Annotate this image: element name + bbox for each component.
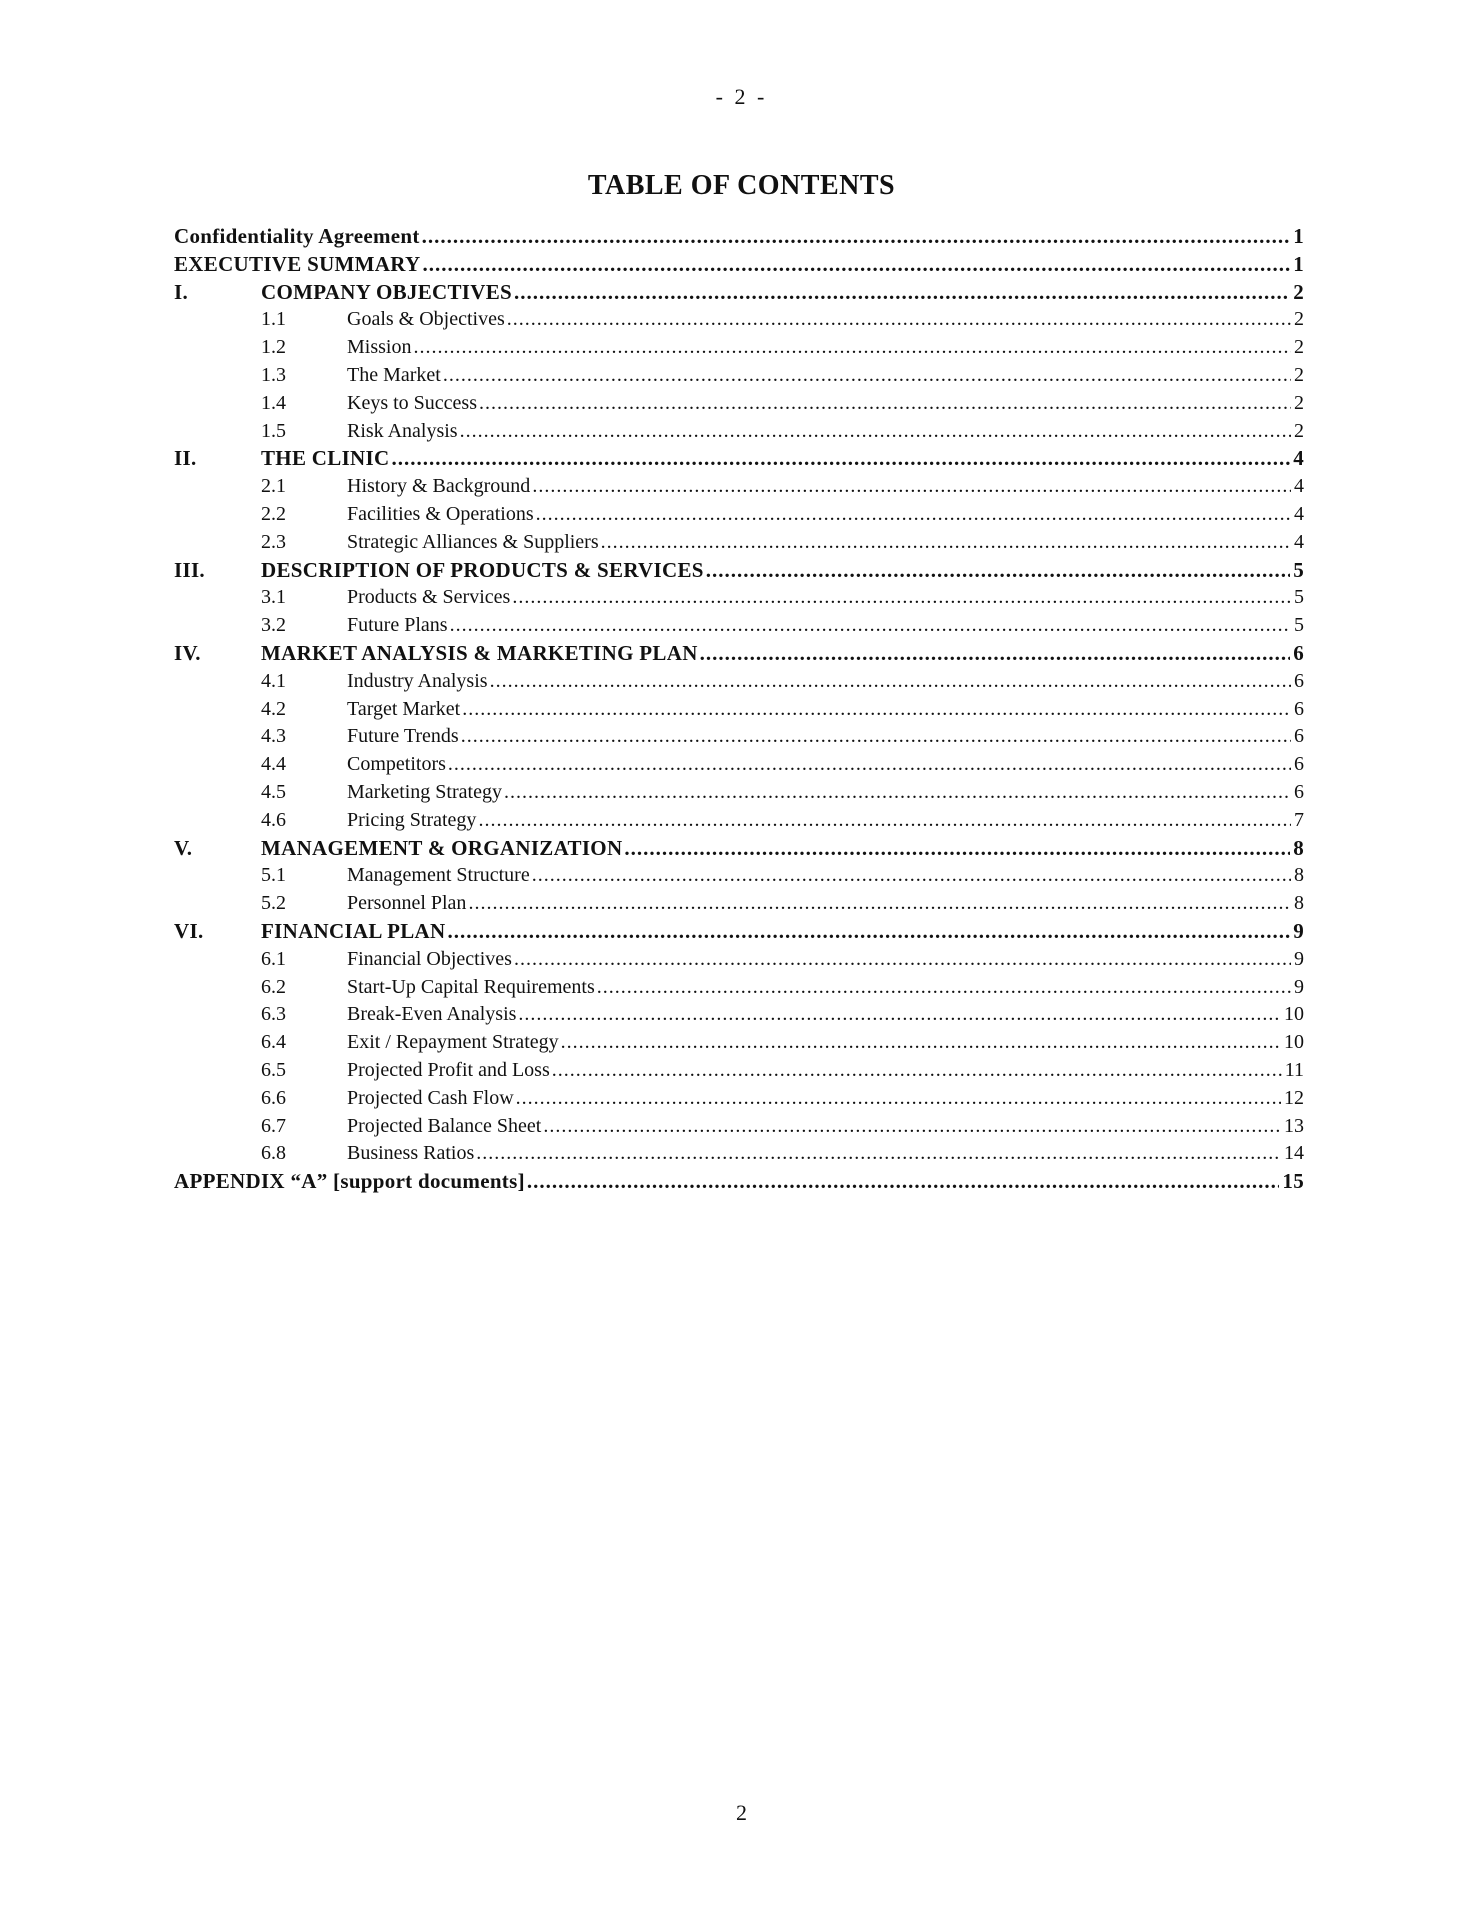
toc-dot-leader — [512, 584, 1291, 612]
toc-subsection-number: 4.3 — [261, 725, 286, 748]
toc-subsection-number: 1.1 — [261, 308, 286, 331]
toc-entry-title: Start-Up Capital Requirements — [347, 975, 595, 998]
toc-page-number: 13 — [1284, 1114, 1304, 1137]
toc-entry[interactable] — [174, 1168, 1304, 1196]
toc-subsection-number: 5.2 — [261, 892, 286, 915]
toc-dot-leader — [514, 946, 1291, 974]
toc-dot-leader — [514, 279, 1290, 307]
toc-entry-title: Keys to Success — [347, 391, 477, 414]
toc-page-number: 6 — [1294, 669, 1304, 692]
toc-subsection-number: 5.1 — [261, 864, 286, 887]
toc-entry-title: COMPANY OBJECTIVES — [261, 279, 513, 304]
toc-entry-title: History & Background — [347, 475, 531, 498]
toc-entry[interactable] — [174, 306, 1304, 334]
toc-dot-leader — [504, 779, 1291, 807]
toc-subsection-number: 4.2 — [261, 697, 286, 720]
toc-entry-title: Projected Balance Sheet — [347, 1114, 542, 1137]
toc-dot-leader — [597, 974, 1291, 1002]
toc-page-number: 8 — [1293, 835, 1304, 860]
toc-section-number: II. — [174, 446, 197, 471]
toc-dot-leader — [447, 918, 1290, 946]
toc-entry[interactable] — [174, 445, 1304, 473]
toc-entry[interactable] — [174, 612, 1304, 640]
toc-entry-title: Goals & Objectives — [347, 308, 505, 331]
toc-dot-leader — [706, 557, 1290, 585]
toc-dot-leader — [448, 751, 1291, 779]
toc-page-number: 6 — [1293, 640, 1304, 665]
toc-entry[interactable] — [174, 862, 1304, 890]
toc-entry-title: Projected Profit and Loss — [347, 1058, 550, 1081]
toc-page-number: 6 — [1294, 780, 1304, 803]
toc-dot-leader — [461, 723, 1291, 751]
toc-page-number: 10 — [1284, 1031, 1304, 1054]
toc-dot-leader — [468, 890, 1291, 918]
toc-entry[interactable] — [174, 362, 1304, 390]
toc-entry-title: APPENDIX “A” [support documents] — [174, 1169, 525, 1194]
toc-page-number: 6 — [1294, 725, 1304, 748]
toc-entry-title: Projected Cash Flow — [347, 1086, 514, 1109]
toc-entry[interactable] — [174, 1057, 1304, 1085]
toc-page-number: 9 — [1293, 918, 1304, 943]
toc-entry[interactable] — [174, 946, 1304, 974]
toc-page-number: 2 — [1294, 308, 1304, 331]
toc-page-number: 4 — [1293, 446, 1304, 471]
toc-subsection-number: 6.3 — [261, 1003, 286, 1026]
toc-subsection-number: 6.6 — [261, 1086, 286, 1109]
toc-entry[interactable] — [174, 1001, 1304, 1029]
toc-page-number: 2 — [1294, 419, 1304, 442]
toc-entry[interactable] — [174, 974, 1304, 1002]
toc-subsection-number: 3.1 — [261, 586, 286, 609]
toc-entry-title: Products & Services — [347, 586, 511, 609]
toc-entry[interactable] — [174, 1029, 1304, 1057]
toc-page-number: 2 — [1293, 279, 1304, 304]
toc-dot-leader — [561, 1029, 1281, 1057]
toc-entry[interactable] — [174, 1140, 1304, 1168]
toc-page-number: 14 — [1284, 1142, 1304, 1165]
toc-subsection-number: 6.8 — [261, 1142, 286, 1165]
toc-page-number: 6 — [1294, 753, 1304, 776]
toc-dot-leader — [443, 362, 1291, 390]
toc-entry-title: MANAGEMENT & ORGANIZATION — [261, 835, 623, 860]
toc-subsection-number: 1.4 — [261, 391, 286, 414]
toc-entry-title: Marketing Strategy — [347, 780, 502, 803]
toc-page-number: 8 — [1294, 892, 1304, 915]
toc-page-number: 2 — [1294, 336, 1304, 359]
toc-entry[interactable] — [174, 640, 1304, 668]
toc-entry-title: Management Structure — [347, 864, 530, 887]
toc-entry-title: Industry Analysis — [347, 669, 488, 692]
page-header: - 2 - — [715, 84, 768, 109]
toc-entry-title: Facilities & Operations — [347, 502, 534, 525]
toc-page-number: 1 — [1293, 224, 1304, 248]
toc-dot-leader — [478, 807, 1291, 835]
toc-subsection-number: 3.2 — [261, 614, 286, 637]
toc-page-number: 2 — [1294, 391, 1304, 414]
toc-entry[interactable] — [174, 584, 1304, 612]
toc-section-number: VI. — [174, 918, 204, 943]
toc-entry-title: Risk Analysis — [347, 419, 458, 442]
toc-page-number: 4 — [1294, 530, 1304, 553]
toc-subsection-number: 4.5 — [261, 780, 286, 803]
toc-dot-leader — [601, 529, 1291, 557]
toc-page-number: 9 — [1294, 947, 1304, 970]
toc-entry[interactable] — [174, 890, 1304, 918]
toc-section-number: III. — [174, 557, 205, 582]
toc-entry[interactable] — [174, 751, 1304, 779]
toc-dot-leader — [527, 1168, 1280, 1196]
toc-page-number: 11 — [1284, 1058, 1304, 1081]
toc-dot-leader — [543, 1113, 1281, 1141]
toc-entry-title: Target Market — [347, 697, 461, 720]
toc-subsection-number: 4.1 — [261, 669, 286, 692]
toc-dot-leader — [490, 668, 1291, 696]
toc-page-number: 12 — [1284, 1086, 1304, 1109]
toc-subsection-number: 6.1 — [261, 947, 286, 970]
toc-entry[interactable] — [174, 1113, 1304, 1141]
toc-subsection-number: 2.3 — [261, 530, 286, 553]
toc-dot-leader — [532, 473, 1291, 501]
toc-dot-leader — [422, 251, 1290, 279]
toc-title: TABLE OF CONTENTS — [587, 170, 896, 201]
toc-subsection-number: 2.1 — [261, 475, 286, 498]
page-number-footer: 2 — [736, 1800, 747, 1825]
toc-entry-title: Personnel Plan — [347, 892, 467, 915]
toc-dot-leader — [460, 418, 1291, 446]
table-of-contents — [174, 223, 1304, 1196]
toc-entry-title: Confidentiality Agreement — [174, 224, 420, 248]
toc-entry-title: FINANCIAL PLAN — [261, 918, 446, 943]
toc-entry[interactable] — [174, 557, 1304, 585]
toc-dot-leader — [476, 1140, 1281, 1168]
toc-entry-title: Exit / Repayment Strategy — [347, 1031, 559, 1054]
toc-entry-title: Mission — [347, 336, 412, 359]
toc-page-number: 6 — [1294, 697, 1304, 720]
toc-subsection-number: 1.2 — [261, 336, 286, 359]
toc-entry-title: Future Trends — [347, 725, 459, 748]
toc-entry[interactable] — [174, 251, 1304, 279]
toc-subsection-number: 6.4 — [261, 1031, 286, 1054]
toc-entry-title: Future Plans — [347, 614, 448, 637]
toc-dot-leader — [532, 862, 1291, 890]
toc-entry-title: Break-Even Analysis — [347, 1003, 517, 1026]
toc-dot-leader — [700, 640, 1291, 668]
toc-entry[interactable] — [174, 223, 1304, 251]
toc-entry[interactable] — [174, 835, 1304, 863]
toc-entry[interactable] — [174, 918, 1304, 946]
toc-entry-title: Competitors — [347, 753, 446, 776]
toc-dot-leader — [391, 445, 1290, 473]
toc-page-number: 10 — [1284, 1003, 1304, 1026]
toc-entry[interactable] — [174, 279, 1304, 307]
toc-entry-title: EXECUTIVE SUMMARY — [174, 251, 421, 276]
toc-entry[interactable] — [174, 1085, 1304, 1113]
toc-dot-leader — [413, 334, 1291, 362]
toc-entry-title: Financial Objectives — [347, 947, 512, 970]
toc-entry[interactable] — [174, 473, 1304, 501]
toc-page-number: 2 — [1294, 363, 1304, 386]
toc-page-number: 4 — [1294, 475, 1304, 498]
toc-page-number: 15 — [1282, 1169, 1304, 1194]
toc-dot-leader — [422, 223, 1291, 251]
toc-entry[interactable] — [174, 418, 1304, 446]
toc-dot-leader — [507, 306, 1291, 334]
toc-entry-title: MARKET ANALYSIS & MARKETING PLAN — [261, 640, 698, 665]
toc-page-number: 5 — [1294, 614, 1304, 637]
toc-page-number: 5 — [1294, 586, 1304, 609]
toc-subsection-number: 1.5 — [261, 419, 286, 442]
toc-entry[interactable] — [174, 390, 1304, 418]
toc-entry[interactable] — [174, 501, 1304, 529]
toc-page-number: 5 — [1293, 557, 1304, 582]
toc-page-number: 4 — [1294, 502, 1304, 525]
toc-entry[interactable] — [174, 668, 1304, 696]
toc-page-number: 9 — [1294, 975, 1304, 998]
toc-dot-leader — [450, 612, 1291, 640]
toc-entry-title: The Market — [347, 363, 441, 386]
toc-entry[interactable] — [174, 529, 1304, 557]
toc-subsection-number: 2.2 — [261, 502, 286, 525]
toc-entry-title: Strategic Alliances & Suppliers — [347, 530, 599, 553]
toc-entry[interactable] — [174, 334, 1304, 362]
toc-entry-title: Business Ratios — [347, 1142, 475, 1165]
toc-entry-title: DESCRIPTION OF PRODUCTS & SERVICES — [261, 557, 704, 582]
toc-dot-leader — [516, 1085, 1281, 1113]
toc-dot-leader — [479, 390, 1291, 418]
toc-page-number: 8 — [1294, 864, 1304, 887]
toc-dot-leader — [518, 1001, 1281, 1029]
toc-dot-leader — [624, 835, 1290, 863]
toc-dot-leader — [462, 696, 1291, 724]
toc-section-number: V. — [174, 835, 193, 860]
toc-subsection-number: 6.5 — [261, 1058, 286, 1081]
toc-subsection-number: 6.2 — [261, 975, 286, 998]
toc-dot-leader — [552, 1057, 1282, 1085]
toc-subsection-number: 1.3 — [261, 363, 286, 386]
toc-subsection-number: 4.6 — [261, 808, 286, 831]
toc-entry[interactable] — [174, 696, 1304, 724]
toc-section-number: IV. — [174, 640, 201, 665]
toc-section-number: I. — [174, 279, 189, 304]
toc-entry[interactable] — [174, 723, 1304, 751]
toc-entry[interactable] — [174, 779, 1304, 807]
toc-page-number: 7 — [1294, 808, 1304, 831]
toc-dot-leader — [536, 501, 1291, 529]
toc-subsection-number: 4.4 — [261, 753, 286, 776]
toc-entry-title: THE CLINIC — [261, 446, 390, 471]
toc-entry-title: Pricing Strategy — [347, 808, 477, 831]
toc-page-number: 1 — [1293, 251, 1304, 276]
toc-subsection-number: 6.7 — [261, 1114, 286, 1137]
toc-entry[interactable] — [174, 807, 1304, 835]
